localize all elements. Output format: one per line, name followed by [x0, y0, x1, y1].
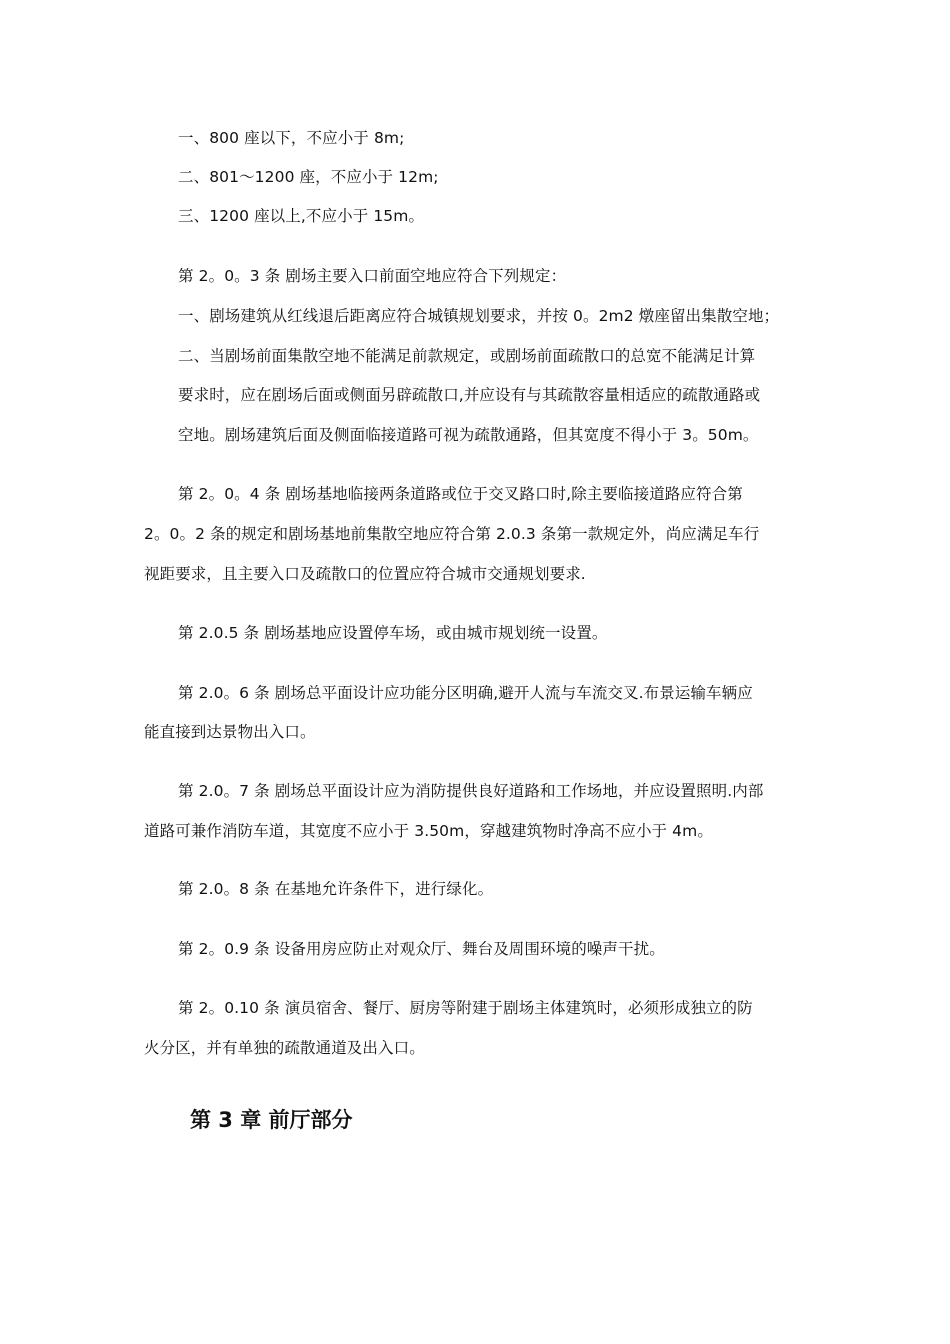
text-line-10: 2。0。2 条的规定和剧场基地前集散空地应符合第 2.0.3 条第一款规定外，尚应满足车行 — [144, 525, 760, 543]
text-line-8: 空地。剧场建筑后面及侧面临接道路可视为疏散通路，但其宽度不得小于 3。50m。 — [178, 426, 759, 444]
text-line-20: 火分区，并有单独的疏散通道及出入口。 — [144, 1039, 425, 1057]
text-line-4: 第 2。0。3 条 剧场主要入口前面空地应符合下列规定： — [178, 267, 567, 285]
text-line-12: 第 2.0.5 条 剧场基地应设置停车场，或由城市规划统一设置。 — [178, 624, 608, 642]
text-line-13: 第 2.0。6 条 剧场总平面设计应功能分区明确,避开人流与车流交叉.布景运输车辆应 — [178, 684, 753, 702]
text-line-11: 视距要求，且主要入口及疏散口的位置应符合城市交通规划要求. — [144, 565, 586, 583]
text-line-17: 第 2.0。8 条 在基地允许条件下，进行绿化。 — [178, 880, 494, 898]
text-line-2: 二、801～1200 座，不应小于 12m; — [178, 168, 439, 186]
text-line-19: 第 2。0.10 条 演员宿舍、餐厅、厨房等附建于剧场主体建筑时，必须形成独立的防 — [178, 999, 753, 1017]
text-line-6: 二、当剧场前面集散空地不能满足前款规定，或剧场前面疏散口的总宽不能满足计算 — [178, 347, 756, 365]
text-line-1: 一、800 座以下，不应小于 8m; — [178, 129, 405, 147]
text-line-3: 三、1200 座以上,不应小于 15m。 — [178, 207, 425, 225]
text-line-7: 要求时，应在剧场后面或侧面另辟疏散口,并应设有与其疏散容量相适应的疏散通路或 — [178, 386, 761, 404]
chapter-heading: 第 3 章 前厅部分 — [190, 1108, 353, 1132]
text-line-9: 第 2。0。4 条 剧场基地临接两条道路或位于交叉路口时,除主要临接道路应符合第 — [178, 485, 743, 503]
text-line-14: 能直接到达景物出入口。 — [144, 723, 316, 741]
text-line-5: 一、剧场建筑从红线退后距离应符合城镇规划要求，并按 0。2m2 燉座留出集散空地； — [178, 307, 780, 325]
text-line-18: 第 2。0.9 条 设备用房应防止对观众厅、舞台及周围环境的噪声干扰。 — [178, 940, 665, 958]
text-line-15: 第 2.0。7 条 剧场总平面设计应为消防提供良好道路和工作场地，并应设置照明.内部 — [178, 782, 764, 800]
text-line-16: 道路可兼作消防车道，其宽度不应小于 3.50m，穿越建筑物时净高不应小于 4m。 — [144, 822, 713, 840]
